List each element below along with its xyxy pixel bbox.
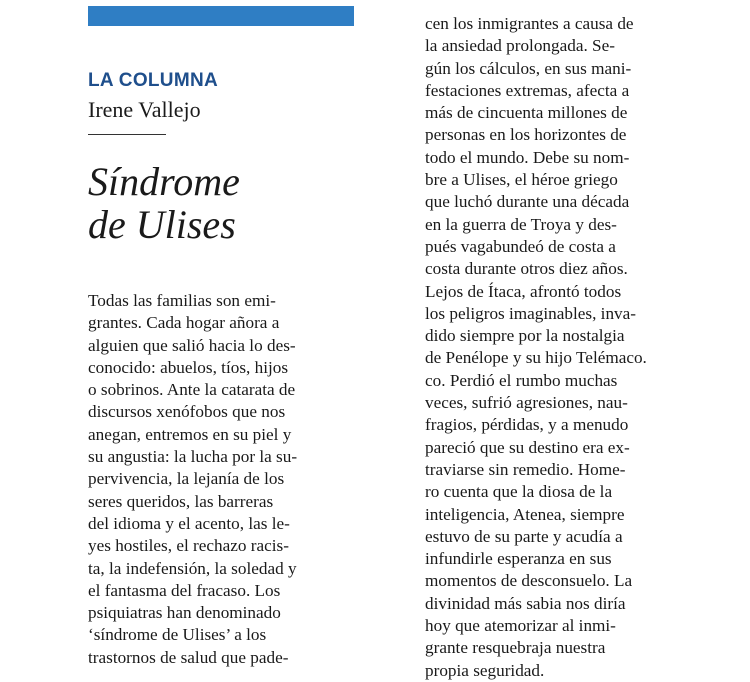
text-line: momentos de desconsuelo. La — [425, 571, 633, 591]
headline-line: Síndrome — [88, 159, 240, 204]
author-divider — [88, 134, 166, 135]
section-color-bar — [88, 6, 354, 26]
text-line: bre a Ulises, el héroe griego — [425, 170, 618, 190]
text-line: festaciones extremas, afecta a — [425, 80, 630, 100]
text-line: la ansiedad prolongada. Se- — [425, 36, 615, 56]
text-line: inteligencia, Atenea, siempre — [425, 504, 625, 524]
text-line: estuvo de su parte y acudía a — [425, 526, 623, 546]
text-line: su angustia: la lucha por la su- — [88, 447, 298, 467]
text-line: co. Perdió el rumbo muchas — [425, 370, 618, 390]
text-line: Lejos de Ítaca, afrontó todos — [425, 281, 622, 301]
text-line: propia seguridad. — [425, 660, 545, 680]
text-line: el fantasma del fracaso. Los — [88, 580, 281, 600]
text-line: pareció que su destino era ex- — [425, 437, 630, 457]
text-line: alguien que salió hacia lo des- — [88, 335, 296, 355]
text-line: pués vagabundeó de costa a — [425, 236, 616, 256]
text-line: conocido: abuelos, tíos, hijos — [88, 357, 289, 377]
text-line: ta, la indefensión, la soledad y — [88, 558, 297, 578]
text-line: veces, sufrió agresiones, nau- — [425, 393, 628, 413]
text-line: ‘síndrome de Ulises’ a los — [88, 625, 267, 645]
text-line: en la guerra de Troya y des- — [425, 214, 617, 234]
text-line: divinidad más sabia nos diría — [425, 593, 626, 613]
text-line: del idioma y el acento, las le- — [88, 513, 290, 533]
text-line: personas en los horizontes de — [425, 125, 627, 145]
text-line: ro cuenta que la diosa de la — [425, 482, 613, 502]
text-line: grante resquebraja nuestra — [425, 638, 606, 658]
text-line: dido siempre por la nostalgia — [425, 326, 625, 346]
text-line: gún los cálculos, en sus mani- — [425, 58, 632, 78]
text-line: o sobrinos. Ante la catarata de — [88, 380, 296, 400]
author-name: Irene Vallejo — [88, 97, 201, 122]
text-line: traviarse sin remedio. Home- — [425, 459, 626, 479]
article-column-right — [425, 13, 647, 682]
text-line: pervivencia, la lejanía de los — [88, 469, 285, 489]
text-line: grantes. Cada hogar añora a — [88, 313, 280, 333]
text-line: hoy que atemorizar al inmi- — [425, 616, 616, 636]
text-line: fragios, pérdidas, y a menudo — [425, 415, 629, 435]
text-line: los peligros imaginables, inva- — [425, 303, 636, 323]
text-line: anegan, entremos en su piel y — [88, 424, 292, 444]
text-line: psiquiatras han denominado — [88, 603, 281, 623]
headline-line: de Ulises — [88, 202, 236, 247]
text-line: trastornos de salud que pade- — [88, 647, 289, 667]
text-line: costa durante otros diez años. — [425, 259, 628, 279]
text-line: que luchó durante una década — [425, 192, 630, 212]
text-line: yes hostiles, el rechazo racis- — [88, 536, 289, 556]
text-line: seres queridos, las barreras — [88, 491, 274, 511]
text-line: Todas las familias son emi- — [88, 291, 276, 310]
text-line: infundirle esperanza en sus — [425, 549, 612, 569]
article-headline — [88, 160, 240, 246]
text-line: de Penélope y su hijo Telémaco. — [425, 348, 647, 368]
text-line: cen los inmigrantes a causa de — [425, 14, 634, 33]
text-line: todo el mundo. Debe su nom- — [425, 147, 630, 167]
article-column-left — [88, 290, 297, 669]
text-line: más de cincuenta millones de — [425, 103, 628, 123]
section-label: LA COLUMNA — [88, 70, 218, 91]
text-line: discursos xenófobos que nos — [88, 402, 286, 422]
